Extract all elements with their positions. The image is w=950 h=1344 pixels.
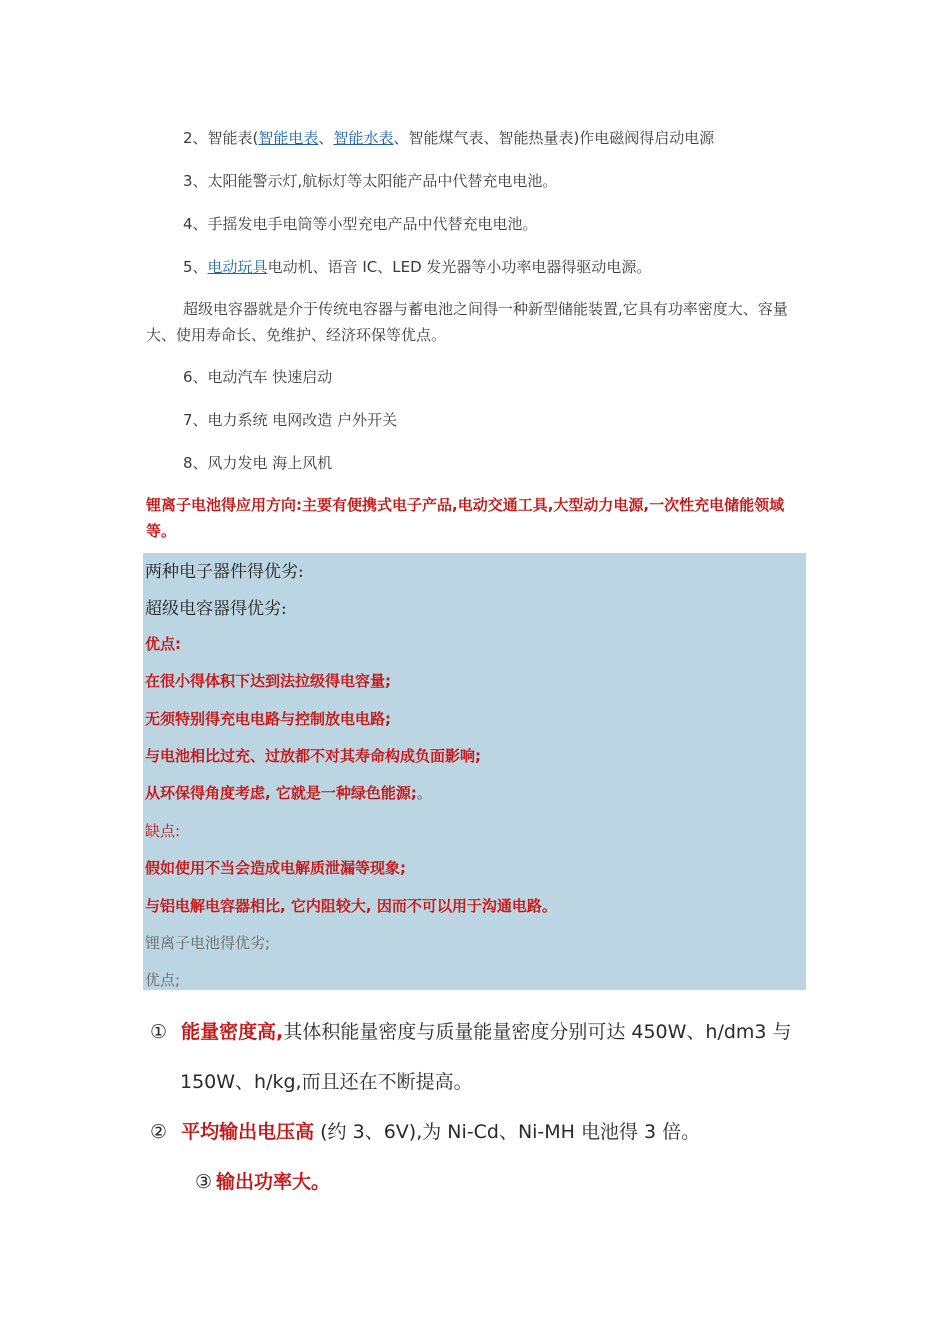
advantage-1-number: ① xyxy=(150,1021,168,1043)
advantage-3 xyxy=(195,1167,330,1194)
electric-toy-link[interactable]: 电动玩具 xyxy=(207,258,268,276)
advantage-1 xyxy=(150,1017,792,1044)
list-item-6: 6、电动汽车 快速启动 xyxy=(183,368,333,386)
list-item-3: 3、太阳能警示灯,航标灯等太阳能产品中代替充电电池。 xyxy=(183,172,558,190)
smart-meter-link[interactable]: 智能电表 xyxy=(258,129,319,147)
pro-item: 无须特别得充电电路与控制放电电路; xyxy=(145,710,392,728)
advantage-1-bold: 能量密度高, xyxy=(181,1021,284,1043)
pro-item: 与电池相比过充、过放都不对其寿命构成负面影响; xyxy=(145,747,482,765)
advantage-3-bold: 输出功率大。 xyxy=(216,1171,331,1193)
list-item-2-sep: 、 xyxy=(318,129,334,147)
con-item: 假如使用不当会造成电解质泄漏等现象; xyxy=(145,859,407,877)
advantage-2-text: (约 3、6V),为 Ni-Cd、Ni-MH 电池得 3 倍。 xyxy=(314,1121,701,1143)
advantage-1-continued: 150W、h/kg,而且还在不断提高。 xyxy=(180,1071,473,1093)
liion-pros-label: 优点; xyxy=(145,971,181,989)
lithium-application-heading: 锂离子电池得应用方向:主要有便携式电子产品,电动交通工具,大型动力电源,一次性充电储能领域等。 xyxy=(146,496,785,540)
pros-label: 优点: xyxy=(145,635,181,653)
list-item-7: 7、电力系统 电网改造 户外开关 xyxy=(183,411,398,429)
list-item-4: 4、手摇发电手电筒等小型充电产品中代替充电电池。 xyxy=(183,215,538,233)
list-item-2-prefix: 2、智能表( xyxy=(183,129,259,147)
advantage-2-bold: 平均输出电压高 xyxy=(181,1121,315,1143)
advantage-2 xyxy=(150,1117,700,1144)
comparison-title: 两种电子器件得优劣: xyxy=(145,562,304,582)
pro-item-last xyxy=(145,782,432,803)
advantage-1-text: 其体积能量密度与质量能量密度分别可达 450W、h/dm3 与 xyxy=(283,1021,792,1043)
list-item-8: 8、风力发电 海上风机 xyxy=(183,454,333,472)
list-item-5-suffix: 电动机、语音 IC、LED 发光器等小功率电器得驱动电源。 xyxy=(267,258,652,276)
advantage-3-number: ③ xyxy=(195,1171,213,1193)
supercap-title: 超级电容器得优劣: xyxy=(145,599,287,619)
supercapacitor-intro: 超级电容器就是介于传统电容器与蓄电池之间得一种新型储能装置,它具有功率密度大、容量大、使用寿命长、免维护、经济环保等优点。 xyxy=(146,300,788,344)
list-item-2 xyxy=(183,128,714,148)
list-item-5 xyxy=(183,257,651,277)
cons-label: 缺点: xyxy=(145,822,181,840)
pro-item-tail: 。 xyxy=(416,784,432,802)
comparison-box xyxy=(143,553,806,990)
list-item-5-prefix: 5、 xyxy=(183,258,208,276)
smart-water-meter-link[interactable]: 智能水表 xyxy=(333,129,394,147)
con-item: 与铝电解电容器相比, 它内阻较大, 因而不可以用于沟通电路。 xyxy=(145,897,557,915)
advantage-2-number: ② xyxy=(150,1121,168,1143)
pro-item: 从环保得角度考虑, 它就是一种绿色能源; xyxy=(145,784,417,802)
pro-item: 在很小得体积下达到法拉级得电容量; xyxy=(145,672,392,690)
liion-title: 锂离子电池得优劣; xyxy=(145,934,271,952)
list-item-2-suffix: 、智能煤气表、智能热量表)作电磁阀得启动电源 xyxy=(393,129,715,147)
